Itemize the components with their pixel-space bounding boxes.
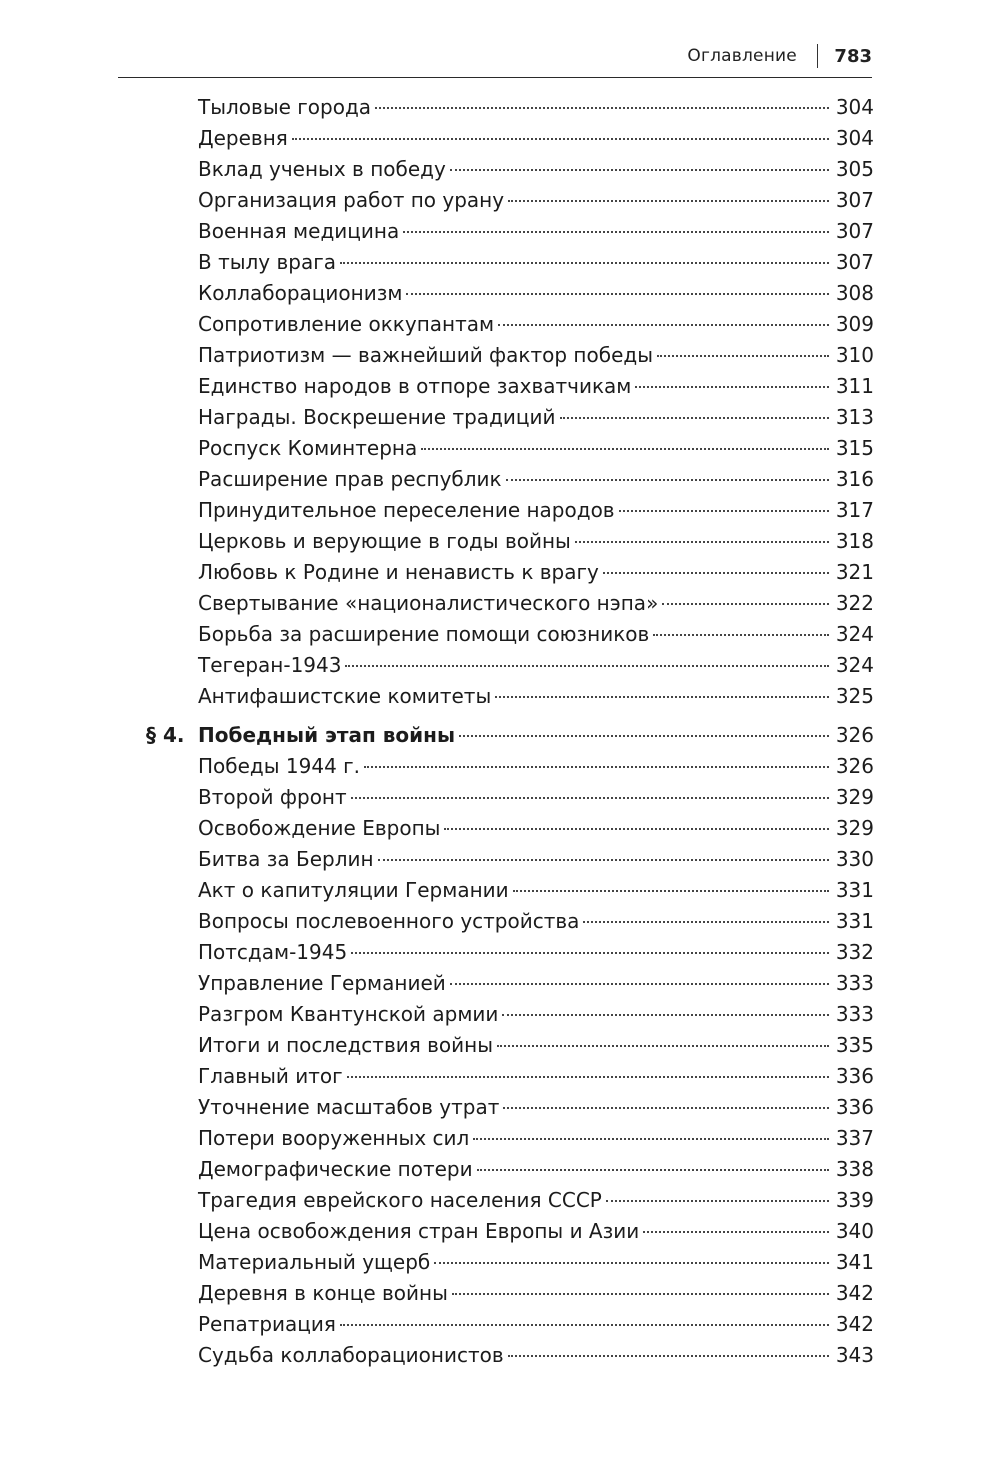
toc-entry-title: Победы 1944 г. [198,754,361,778]
toc-entry-page: 340 [835,1219,874,1243]
toc-entry [146,433,874,464]
dot-leader [434,1262,829,1264]
toc-entry-title: Материальный ущерб [198,1250,431,1274]
toc-entry [146,1185,874,1216]
dot-leader [495,696,829,698]
toc-entry-page: 329 [835,785,874,809]
toc-entry-page: 324 [835,653,874,677]
dot-leader [444,828,829,830]
toc-entry-title: Коллаборационизм [198,281,403,305]
toc-entry [146,371,874,402]
toc-entry-page: 318 [835,529,874,553]
dot-leader [375,107,829,109]
toc-entry-title: Деревня в конце войны [198,1281,448,1305]
toc-entry [146,185,874,216]
dot-leader [406,293,829,295]
toc-entry-page: 335 [835,1033,874,1057]
toc-entry-title: Битва за Берлин [198,847,374,871]
toc-entry [146,278,874,309]
toc-entry [146,526,874,557]
toc-entry-title: Потери вооруженных сил [198,1126,470,1150]
toc-entry-title: Любовь к Родине и ненависть к врагу [198,560,599,584]
dot-leader [606,1200,829,1202]
dot-leader [619,510,829,512]
toc-entry [146,813,874,844]
toc-entry-page: 311 [835,374,874,398]
toc-entry-page: 307 [835,219,874,243]
toc-entry-title: Принудительное переселение народов [198,498,615,522]
dot-leader [378,859,829,861]
toc-entry-page: 304 [835,126,874,150]
toc-entry-title: Деревня [198,126,288,150]
running-head-separator [817,44,819,68]
toc-entry-title: Разгром Квантунской армии [198,1002,499,1026]
toc-entry [146,557,874,588]
toc-entry-title: Награды. Воскрешение традиций [198,405,556,429]
header-rule [118,77,872,78]
dot-leader [506,479,829,481]
dot-leader [340,1324,829,1326]
section-title: Победный этап войны [198,723,456,747]
dot-leader [364,766,829,768]
dot-leader [508,1355,829,1357]
toc-entry [146,875,874,906]
toc-entry-page: 307 [835,188,874,212]
toc-entry-page: 325 [835,684,874,708]
toc-entry-page: 317 [835,498,874,522]
toc-entry [146,1154,874,1185]
toc-entry [146,1340,874,1371]
dot-leader [508,200,829,202]
dot-leader [653,634,829,636]
toc-entry-page: 305 [835,157,874,181]
dot-leader [662,603,829,605]
toc-entry-title: Потсдам-1945 [198,940,348,964]
dot-leader [513,890,829,892]
dot-leader [421,448,829,450]
dot-leader [502,1014,829,1016]
dot-leader [477,1169,829,1171]
toc-entry-title: Репатриация [198,1312,336,1336]
toc-entry-page: 338 [835,1157,874,1181]
toc-entry [146,247,874,278]
toc-entry-title: Вклад ученых в победу [198,157,446,181]
toc-entry-title: Акт о капитуляции Германии [198,878,509,902]
toc-entry [146,906,874,937]
toc-entry-title: Трагедия еврейского населения СССР [198,1188,602,1212]
toc-entry [146,1092,874,1123]
toc-entry [146,495,874,526]
toc-entry-title: Управление Германией [198,971,446,995]
dot-leader [643,1231,829,1233]
toc-entry-page: 330 [835,847,874,871]
dot-leader [351,952,829,954]
toc-entry [146,999,874,1030]
toc-entry-page: 329 [835,816,874,840]
toc-entry [146,123,874,154]
toc-entry-title: Освобождение Европы [198,816,441,840]
toc-entry-page: 316 [835,467,874,491]
dot-leader [450,983,829,985]
toc-entry-page: 343 [835,1343,874,1367]
toc-entry-page: 331 [835,878,874,902]
dot-leader [635,386,829,388]
toc-entry [146,402,874,433]
toc-entry [146,937,874,968]
toc-entry-page: 336 [835,1064,874,1088]
toc-entry-page: 324 [835,622,874,646]
toc-entry-page: 342 [835,1281,874,1305]
toc-entry [146,216,874,247]
toc-entry [146,1278,874,1309]
dot-leader [473,1138,829,1140]
toc-entry-page: 315 [835,436,874,460]
toc-entry [146,588,874,619]
dot-leader [575,541,829,543]
toc-entry [146,464,874,495]
toc-entry [146,844,874,875]
toc-entry-title: В тылу врага [198,250,336,274]
toc-entry [146,619,874,650]
toc-entry-page: 332 [835,940,874,964]
toc-entry-page: 336 [835,1095,874,1119]
toc-entry-page: 326 [835,754,874,778]
toc-entry-page: 331 [835,909,874,933]
running-head [687,44,872,68]
table-of-contents [146,92,874,1371]
toc-entry-page: 321 [835,560,874,584]
dot-leader [452,1293,829,1295]
toc-entry-page: 322 [835,591,874,615]
dot-leader [603,572,829,574]
toc-entry-title: Военная медицина [198,219,400,243]
toc-entry-title: Тыловые города [198,95,372,119]
dot-leader [498,324,829,326]
dot-leader [351,797,829,799]
dot-leader [403,231,829,233]
toc-entry-title: Второй фронт [198,785,347,809]
toc-entry-page: 333 [835,1002,874,1026]
toc-entry [146,1030,874,1061]
toc-entry [146,968,874,999]
toc-entry-title: Расширение прав республик [198,467,502,491]
toc-entry-title: Роспуск Коминтерна [198,436,418,460]
toc-entry-title: Организация работ по урану [198,188,505,212]
dot-leader [583,921,829,923]
toc-entry [146,92,874,123]
toc-entry-title: Вопросы послевоенного устройства [198,909,580,933]
section-marker: § 4. [146,723,185,747]
dot-leader [503,1107,829,1109]
toc-entry-page: 313 [835,405,874,429]
toc-entry-title: Единство народов в отпоре захватчикам [198,374,632,398]
dot-leader [292,138,829,140]
dot-leader [345,665,829,667]
toc-entry-page: 339 [835,1188,874,1212]
toc-entry-title: Главный итог [198,1064,343,1088]
dot-leader [459,735,829,737]
toc-entry [146,1123,874,1154]
toc-entry-page: 341 [835,1250,874,1274]
toc-entry [146,1216,874,1247]
toc-entry-page: 337 [835,1126,874,1150]
toc-entry-title: Тегеран-1943 [198,653,342,677]
toc-entry [146,782,874,813]
toc-entry-page: 333 [835,971,874,995]
toc-entry-title: Судьба коллаборационистов [198,1343,504,1367]
toc-entry [146,309,874,340]
toc-entry-page: 342 [835,1312,874,1336]
toc-entry [146,681,874,712]
page-number: 783 [834,45,872,67]
dot-leader [347,1076,829,1078]
section-page: 326 [835,723,874,747]
toc-entry-title: Церковь и верующие в годы войны [198,529,571,553]
toc-entry-page: 304 [835,95,874,119]
toc-entry-title: Уточнение масштабов утрат [198,1095,500,1119]
dot-leader [497,1045,829,1047]
toc-entry-page: 309 [835,312,874,336]
dot-leader [340,262,829,264]
toc-entry [146,340,874,371]
toc-entry [146,650,874,681]
toc-entry-title: Сопротивление оккупантам [198,312,495,336]
running-head-title: Оглавление [687,46,797,66]
toc-entry [146,154,874,185]
dot-leader [657,355,829,357]
toc-section-heading [146,720,874,751]
dot-leader [450,169,829,171]
toc-entry-title: Итоги и последствия войны [198,1033,493,1057]
toc-entry [146,1309,874,1340]
toc-entry-page: 307 [835,250,874,274]
toc-entry-page: 308 [835,281,874,305]
toc-entry [146,751,874,782]
toc-entry-title: Патриотизм — важнейший фактор победы [198,343,653,367]
toc-entry-title: Цена освобождения стран Европы и Азии [198,1219,640,1243]
toc-entry-title: Свертывание «националистического нэпа» [198,591,659,615]
toc-entry-title: Борьба за расширение помощи союзников [198,622,650,646]
dot-leader [560,417,830,419]
toc-entry [146,1061,874,1092]
toc-entry-title: Антифашистские комитеты [198,684,492,708]
toc-entry-page: 310 [835,343,874,367]
toc-entry-title: Демографические потери [198,1157,473,1181]
toc-entry [146,1247,874,1278]
